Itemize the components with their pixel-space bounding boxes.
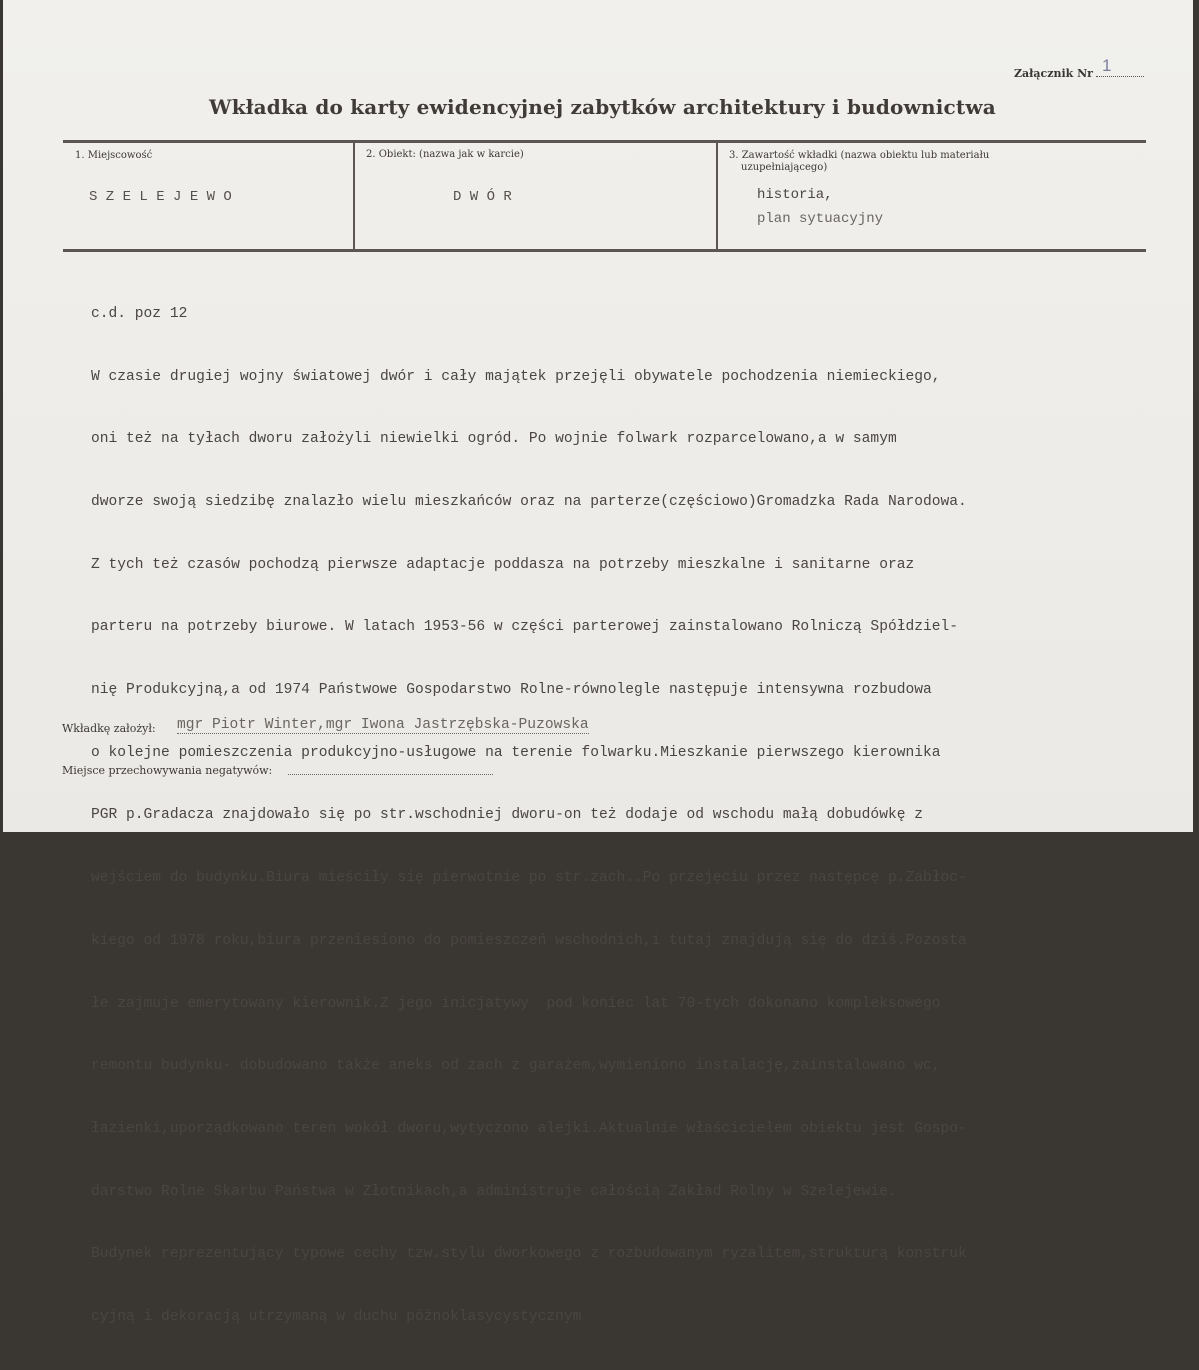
authors-label: Wkładkę założył: [62, 722, 156, 735]
authors-text: mgr Piotr Winter,mgr Iwona Jastrzębska-Puzowska [177, 717, 589, 733]
annex-number-value: 1 [1101, 56, 1112, 75]
text-line: Z tych też czasów pochodzą pierwsze adaptacje poddasza na potrzeby mieszkalne i sanitarne oraz [91, 556, 915, 573]
contents-value-line2: plan sytuacyjny [757, 211, 884, 227]
text-line: łe zajmuje emerytowany kierownik.Z jego inicjatywy pod koniec lat 70-tych dokonano kompleksowego [91, 995, 941, 1012]
text-line: W czasie drugiej wojny światowej dwór i cały majątek przejęli obywatele pochodzenia niemieckiego, [91, 368, 941, 385]
annex-label: Załącznik Nr [1014, 67, 1093, 80]
table-divider-2 [716, 142, 718, 250]
text-line: darstwo Rolne Skarbu Państwa w Złotnikach,a administruje całością Zakład Rolny w Szelejewie. [91, 1183, 897, 1200]
locality-label: 1. Miejscowość [75, 150, 153, 161]
contents-value-line1: historia, [757, 187, 833, 203]
document-page [3, 0, 1193, 1326]
text-line: kiego od 1978 roku,biura przeniesiono do pomieszczeń wschodnich,i tutaj znajdują się do dziś.Pozosta [91, 932, 967, 949]
object-value: D W Ó R [453, 189, 512, 205]
history-text [91, 262, 1161, 1370]
authors-value [177, 717, 589, 733]
text-line: wejściem do budynku.Biura mieściły się pierwotnie po str.zach..Po przejęciu przez następcę p.Zabłoc- [91, 870, 967, 887]
negatives-label: Miejsce przechowywania negatywów: [62, 764, 273, 777]
annex-number-field [1096, 56, 1144, 77]
text-line: o kolejne pomieszczenia produkcyjno-usługowe na terenie folwarku.Mieszkanie pierwszego kierownika [91, 744, 941, 761]
locality-value: S Z E L E J E W O [89, 189, 232, 205]
text-line: parteru na potrzeby biurowe. W latach 1953-56 w części parterowej zainstalowano Rolniczą Spółdziel- [91, 619, 959, 636]
text-line: dworze swoją siedzibę znalazło wielu mieszkańców oraz na parterze(częściowo)Gromadzka Rada Narodowa. [91, 493, 967, 510]
annex-number [1014, 56, 1144, 80]
document-title: Wkładka do karty ewidencyjnej zabytków architektury i budownictwa [209, 95, 996, 119]
table-top-rule [63, 140, 1146, 143]
text-line: c.d. poz 12 [91, 305, 188, 322]
text-line: PGR p.Gradacza znajdowało się po str.wschodniej dworu-on też dodaje od wschodu małą dobudówkę z [91, 807, 923, 824]
text-line: oni też na tyłach dworu założyli niewielki ogród. Po wojnie folwark rozparcelowano,a w samym [91, 431, 897, 448]
contents-label-line2: uzupełniającego) [741, 162, 828, 173]
text-line: nię Produkcyjną,a od 1974 Państwowe Gospodarstwo Rolne-równolegle następuje intensywna rozbudowa [91, 682, 932, 699]
text-line: Budynek reprezentujący typowe cechy tzw.stylu dworkowego z rozbudowanym ryzalitem,strukturą konstruk [91, 1246, 967, 1263]
text-line: remontu budynku- dobudowano także aneks od zach z garażem,wymieniono instalację,zainstalowano wc, [91, 1058, 941, 1075]
text-line: łazienki,uporządkowano teren wokół dworu,wytyczono alejki.Aktualnie właścicielem obiektu jest Gospo- [91, 1120, 967, 1137]
text-line: cyjną i dekoracją utrzymaną w duchu późnoklasycystycznym [91, 1309, 582, 1326]
negatives-field [288, 774, 493, 775]
table-divider-1 [353, 142, 355, 250]
contents-label-line1: 3. Zawartość wkładki (nazwa obiektu lub materiału [729, 150, 990, 161]
object-label: 2. Obiekt: (nazwa jak w karcie) [366, 149, 524, 160]
table-bottom-rule [63, 249, 1146, 252]
